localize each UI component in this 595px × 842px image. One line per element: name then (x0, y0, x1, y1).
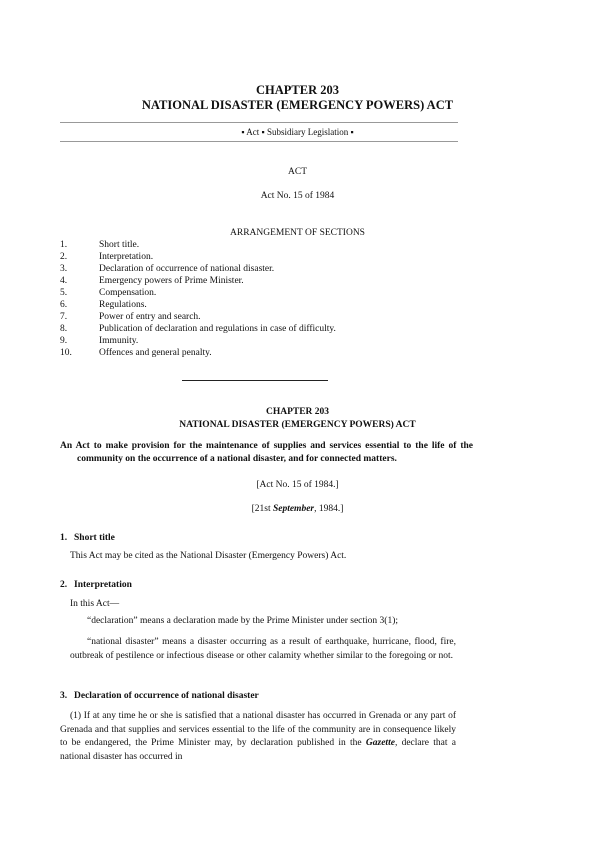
subsidiary-legislation-link[interactable]: Subsidiary Legislation (266, 127, 349, 137)
toc-link[interactable]: Regulations. (99, 300, 147, 310)
bullet-icon: ▪ (261, 127, 265, 137)
section-3-heading: 3. Declaration of occurrence of national disaster (60, 691, 259, 701)
toc-link[interactable]: Power of entry and search. (99, 312, 201, 322)
section-3-text: (1) If at any time he or she is satisfied that a national disaster has occurred in Grenada or any part of Grenada and that supplies and services essential to the life of the community are in consequence likely to be endangered, the Prime Minister may, by declaration published in the Gazette, declare that a national disaster has occurred in (60, 711, 456, 762)
toc-link[interactable]: Declaration of occurrence of national disaster. (99, 264, 275, 274)
act-number: Act No. 15 of 1984 (260, 191, 335, 201)
nav-divider-top (60, 122, 458, 123)
toc-link[interactable]: Publication of declaration and regulations in case of difficulty. (99, 324, 336, 334)
act-title: NATIONAL DISASTER (EMERGENCY POWERS) ACT (141, 98, 454, 112)
toc-link[interactable]: Emergency powers of Prime Minister. (99, 276, 244, 286)
definition-declaration: “declaration” means a declaration made by the Prime Minister under section 3(1); (87, 616, 399, 626)
body-act-title: NATIONAL DISASTER (EMERGENCY POWERS) ACT (179, 420, 416, 430)
section-divider (182, 380, 328, 381)
toc-link[interactable]: Immunity. (99, 336, 139, 346)
definition-national-disaster: “national disaster” means a disaster occurring as a result of earthquake, hurricane, flood, fire, outbreak of pestilence or infectious disease or other calamity whether similar to the foregoing or not. (70, 637, 456, 661)
act-link[interactable]: Act (246, 127, 260, 137)
bullet-icon: ▪ (350, 127, 354, 137)
nav-divider-bottom (60, 141, 458, 142)
long-title: An Act to make provision for the maintenance of supplies and services essential to the life of the community on the occurrence of a national disaster, and for connected matters. (60, 441, 473, 464)
chapter-heading: CHAPTER 203 (256, 83, 339, 97)
section-1-heading: 1. Short title (60, 533, 115, 543)
document-nav (0, 127, 595, 137)
section-2-heading: 2. Interpretation (60, 580, 132, 590)
toc-link[interactable]: Interpretation. (99, 252, 154, 262)
section-1-text: This Act may be cited as the National Disaster (Emergency Powers) Act. (70, 551, 347, 561)
bullet-icon: ▪ (241, 127, 245, 137)
section-2-intro: In this Act— (70, 599, 120, 609)
commencement-date: [21st September, 1984.] (251, 504, 344, 514)
toc-link[interactable]: Compensation. (99, 288, 157, 298)
toc-link[interactable]: Offences and general penalty. (99, 348, 212, 358)
toc-link[interactable]: Short title. (99, 240, 140, 250)
body-chapter-heading: CHAPTER 203 (265, 407, 330, 417)
act-reference: [Act No. 15 of 1984.] (256, 480, 339, 490)
act-heading: ACT (288, 167, 307, 177)
arrangement-heading: ARRANGEMENT OF SECTIONS (230, 228, 365, 238)
